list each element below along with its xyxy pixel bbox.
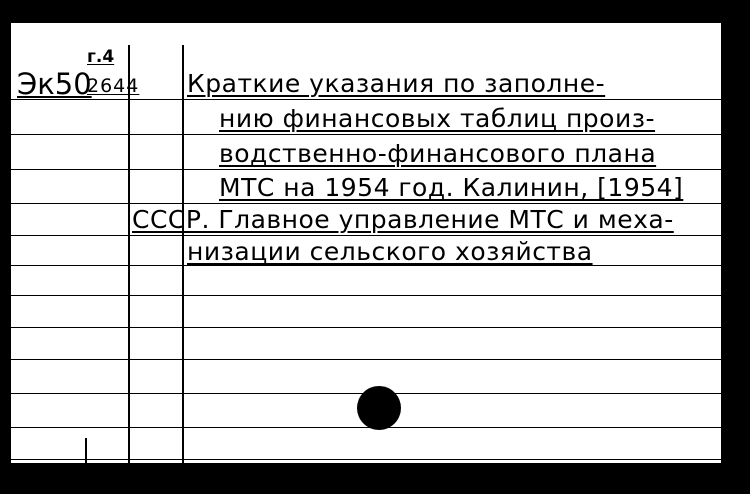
card-text-line-3: водственно-финансового плана — [219, 139, 657, 168]
call-number-secondary: 2644 — [87, 75, 140, 97]
call-number-top: г.4 — [87, 47, 115, 67]
ruled-line — [11, 359, 721, 360]
ruled-line — [11, 99, 721, 100]
ruled-line — [11, 169, 721, 170]
margin-line-left — [128, 45, 130, 463]
call-number-main: Эк50 — [17, 67, 92, 101]
ruled-line — [11, 327, 721, 328]
punch-hole — [357, 386, 401, 430]
ruled-line — [11, 427, 721, 428]
ruled-line — [11, 235, 721, 236]
card-text-line-4: МТС на 1954 год. Калинин, [1954] — [219, 173, 684, 202]
pen-mark — [85, 438, 87, 468]
ruled-line — [11, 295, 721, 296]
card-text-line-2: нию финансовых таблиц произ- — [219, 104, 656, 133]
card-text-line-1: Краткие указания по заполне- — [187, 69, 606, 98]
ruled-line — [11, 134, 721, 135]
margin-line-right — [182, 45, 184, 463]
card-text-line-5: СССР. Главное управление МТС и меха- — [132, 205, 674, 234]
ruled-line — [11, 459, 721, 460]
card-text-line-6: низации сельского хозяйства — [187, 237, 593, 266]
ruled-line — [11, 203, 721, 204]
